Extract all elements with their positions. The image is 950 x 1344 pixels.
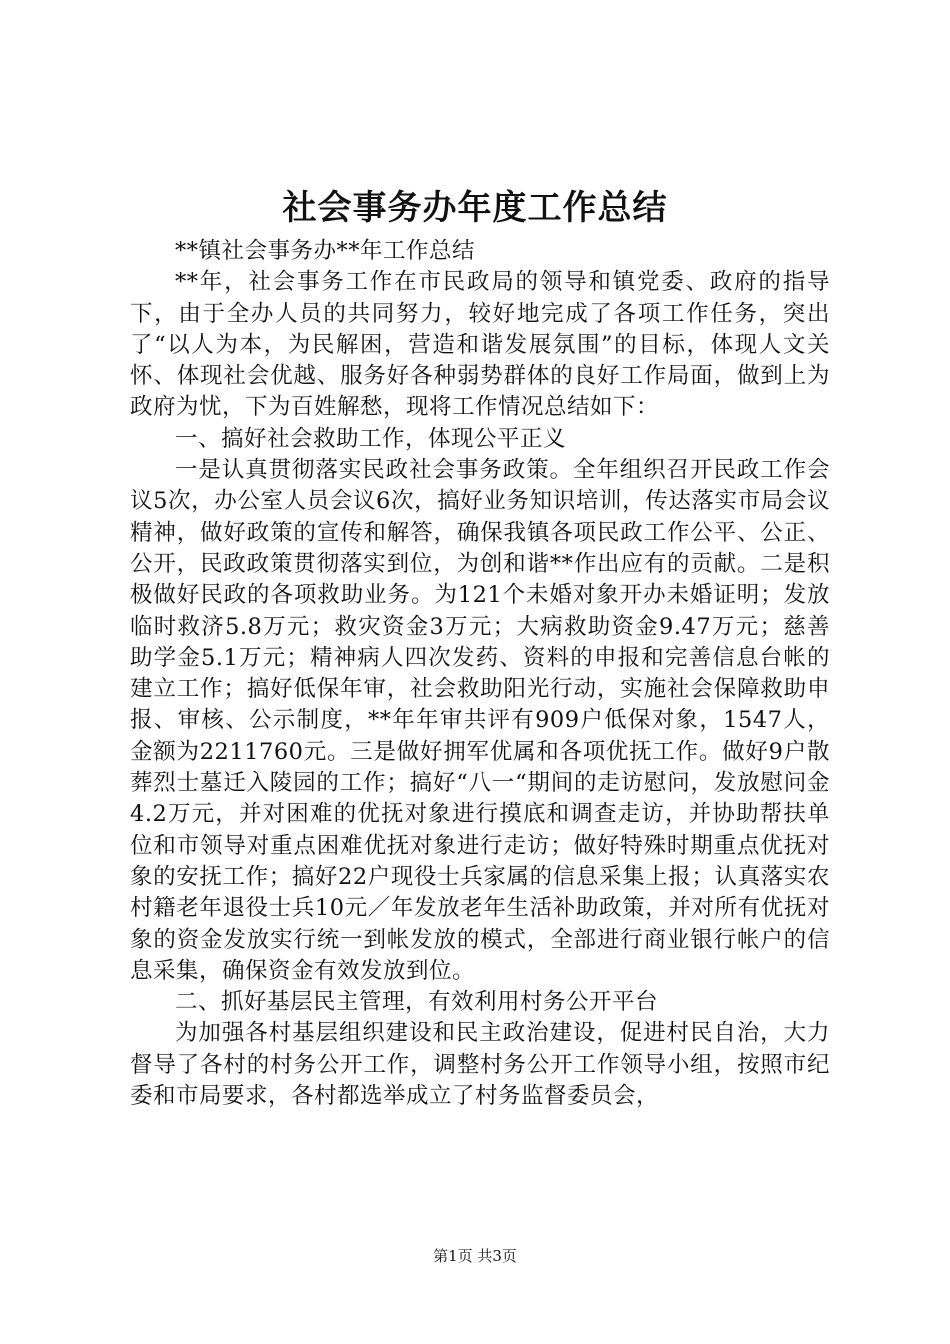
section-1-paragraph: 一是认真贯彻落实民政社会事务政策。全年组织召开民政工作会议5次，办公室人员会议6次，搞好业务知识培训，传达落实市局会议精神，做好政策的宣传和解答，确保我镇各项民政工作公平、公正、公开，民政政策贯彻落实到位，为创和谐**作出应有的贡献。二是积极做好民政的各项救助业务。为121个未婚对象开办未婚证明；发放临时救济5.8万元；救灾资金3万元；大病救助资金9.47万元；慈善助学金5.1万元；精神病人四次发药、资料的申报和完善信息台帐的建立工作；搞好低保年审，社会救助阳光行动，实施社会保障救助申报、审核、公示制度，**年年审共评有909户低保对象，1547人，金额为2211760元。三是做好拥军优属和各项优抚工作。做好9户散葬烈士墓迁入陵园的工作；搞好“八一“期间的走访慰问，发放慰问金4.2万元，并对困难的优抚对象进行摸底和调查走访，并协助帮扶单位和市领导对重点困难优抚对象进行走访；做好特殊时期重点优抚对象的安抚工作；搞好22户现役士兵家属的信息采集上报；认真落实农村籍老年退役士兵10元／年发放老年生活补助政策，并对所有优抚对象的资金发放实行统一到帐发放的模式，全部进行商业银行帐户的信息采集，确保资金有效发放到位。: [130, 457, 830, 984]
subtitle-paragraph: **镇社会事务办**年工作总结: [175, 238, 476, 264]
document-body: [130, 236, 830, 1112]
page-footer: 第1页 共3页: [433, 1247, 517, 1265]
intro-paragraph: **年，社会事务工作在市民政局的领导和镇党委、政府的指导下，由于全办人员的共同努力，较好地完成了各项工作任务，突出了“以人为本，为民解困，营造和谐发展氛围”的目标，体现人文关怀、体现社会优越、服务好各种弱势群体的良好工作局面，做到上为政府为忧，下为百姓解愁，现将工作情况总结如下：: [130, 269, 830, 421]
section-2-paragraph: 为加强各村基层组织建设和民主政治建设，促进村民自治，大力督导了各村的村务公开工作，调整村务公开工作领导小组，按照市纪委和市局要求，各村都选举成立了村务监督委员会，: [130, 1020, 830, 1110]
section-heading-2: 二、抓好基层民主管理，有效利用村务公开平台: [175, 989, 659, 1016]
document-title: 社会事务办年度工作总结: [282, 188, 668, 228]
section-heading-1: 一、搞好社会救助工作，体现公平正义: [175, 425, 567, 452]
